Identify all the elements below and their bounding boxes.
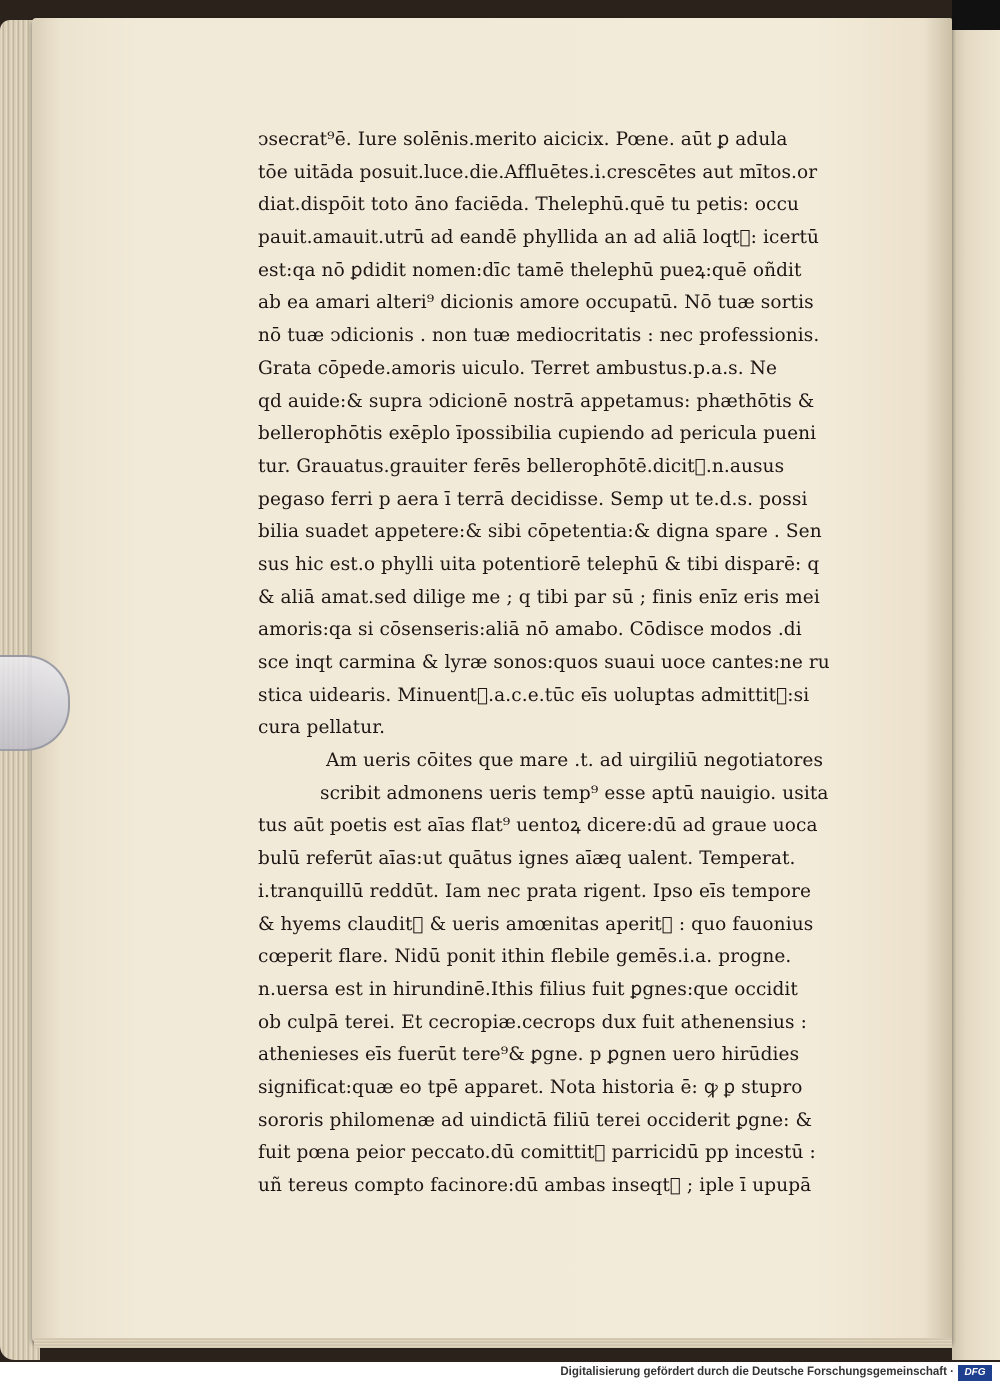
text-line: significat:quæ eo tpē apparet. Nota historia ē: ꝙ ꝑ stupro [258,1076,803,1098]
text-line: Am ueris cōites que mare .t. ad uirgiliū negotiatores [326,750,824,772]
text-line: ob culpā terei. Et cecropiæ.cecrops dux fuit athenensius : [258,1011,807,1033]
text-line: diat.dispōit toto āno faciēda. Thelephū.quē tu petis: occu [258,194,800,216]
background-corner [952,0,1000,30]
text-line: bulū referūt aīas:ut quātus ignes aīæq ualent. Temperat. [258,848,796,870]
text-line: bellerophōtis exēplo īpossibilia cupiendo ad pericula pueni [258,423,817,445]
text-line: pauit.amauit.utrū ad eandē phyllida an ad aliā loqt᷑: icertū [258,227,819,249]
text-line: n.uersa est in hirundinē.Ithis filius fuit ꝑgnes:que occidit [258,978,798,1000]
page-bottom-edge [34,1338,952,1348]
text-line: est:qa nō ꝑdidit nomen:dīc tamē thelephū pueꝝ:quē oñdit [258,259,802,281]
text-line: athenieses eīs fuerūt tere⁹& ꝑgne. p ꝑgnen uero hirūdies [258,1044,800,1066]
text-line: & hyems claudit᷑ & ueris amœnitas aperit᷑ : quo fauonius [258,913,814,935]
text-line: nō tuæ ↄdicionis . non tuæ mediocritatis : nec professionis. [258,325,820,347]
text-line: bilia suadet appetere:& sibi cōpetentia:& digna spare . Sen [258,521,822,543]
text-line: qd auide:& supra ↄdicionē nostrā appetamus: phæthōtis & [258,390,815,412]
text-line: fuit pœna peior peccato.dū comittit᷑ parricidū pp incestū : [258,1142,816,1164]
text-line: scribit admonens ueris temp⁹ esse aptū nauigio. usita [320,782,829,804]
text-line: sus hic est.o phylli uita potentiorē telephū & tibi disparē: q [258,553,820,575]
text-line: tur. Grauatus.grauiter ferēs bellerophōtē.dicit᷑.n.ausus [258,455,785,477]
text-line: ab ea amari alteri⁹ dicionis amore occupatū. Nō tuæ sortis [258,292,814,314]
printed-text-block [258,124,838,1203]
funding-credit: Digitalisierung gefördert durch die Deutsche Forschungsgemeinschaft · [560,1366,954,1378]
text-line: & aliā amat.sed dilige me ; q tibi par sū ; finis enīz eris mei [258,586,820,608]
text-line: tus aūt poetis est aīas flat⁹ uentoꝝ dicere:dū ad graue uoca [258,815,818,837]
text-line: i.tranquillū reddūt. Iam nec prata rigent. Ipso eīs tempore [258,880,811,902]
text-line: pegaso ferri p aera ī terrā decidisse. Semp ut te.d.s. possi [258,488,808,510]
text-line: ↄsecrat⁹ē. Iure solēnis.merito aicicix. Pœne. aūt ꝑ adula [258,129,788,150]
text-line: cœperit flare. Nidū ponit ithin flebile gemēs.i.a. progne. [258,946,792,968]
text-line: sororis philomenæ ad uindictā filiū terei occiderit ꝑgne: & [258,1109,813,1131]
text-line: amoris:qa si cōsenseris:aliā nō amabo. Cōdisce modos .di [258,619,802,641]
text-line: Grata cōpede.amoris uiculo. Terret ambustus.p.a.s. Ne [258,357,778,379]
text-line: stica uidearis. Minuent᷑.a.c.e.tūc eīs uoluptas admittit᷑:si [258,684,810,706]
text-line: tōe uitāda posuit.luce.die.Affluētes.i.crescētes aut mītos.or [258,161,818,183]
text-line: sce inqt carmina & lyræ sonos:quos suaui uoce cantes:ne ru [258,652,830,673]
facing-page-edge [952,30,1000,1360]
text-line: uñ tereus compto facinore:dū ambas inseqt᷑ ; iple ī upupā [258,1175,812,1196]
dfg-logo: DFG [958,1365,992,1381]
text-line: cura pellatur. [258,717,386,739]
footer-bar [0,1362,1000,1385]
